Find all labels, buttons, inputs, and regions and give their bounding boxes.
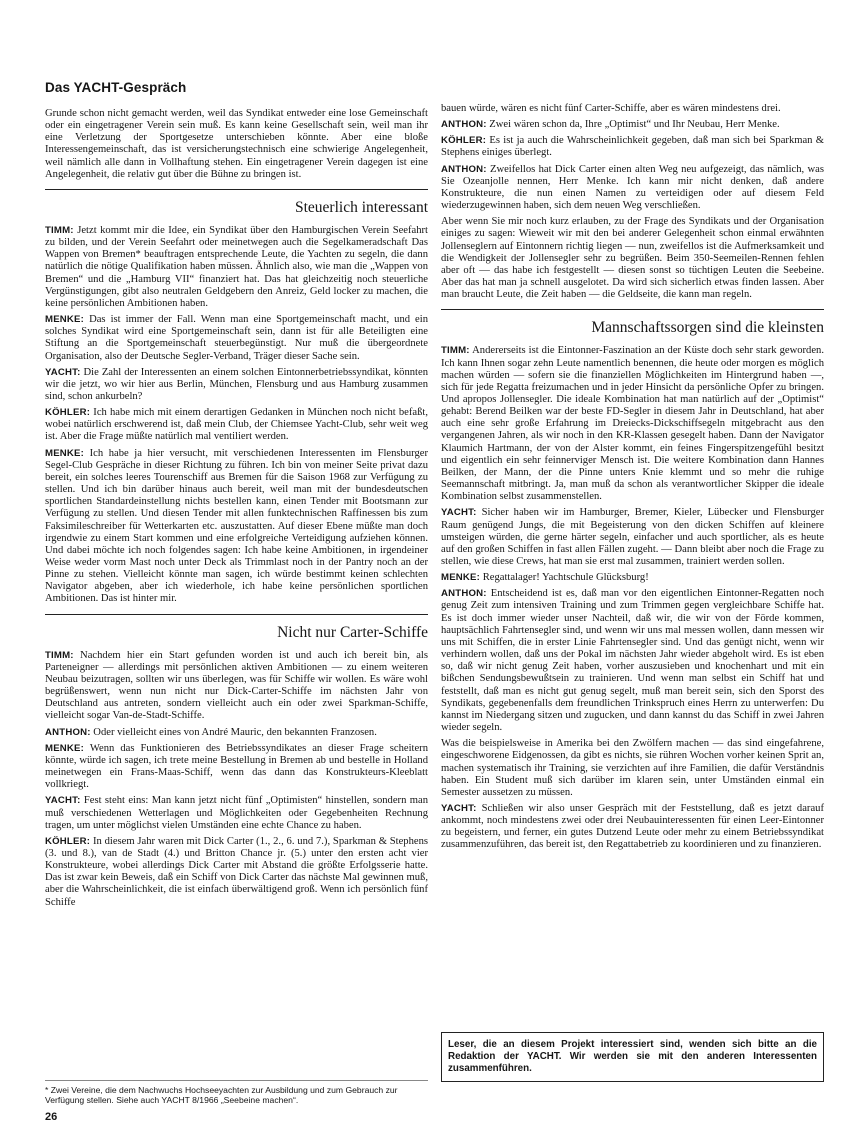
footnote: * Zwei Vereine, die dem Nachwuchs Hochseeyachten zur Ausbildung und zum Gebrauch zur Verfügung stellen. Siehe auch YACHT 8/1966 „Seebeine machen“.: [45, 1080, 428, 1106]
speech-text: Oder vielleicht eines von André Mauric, den bekannten Franzosen.: [93, 726, 377, 738]
speech-text: Es ist ja auch die Wahrscheinlichkeit gegeben, daß man sich bei Sparkman & Stephens einiges überlegt.: [441, 135, 825, 159]
section-heading-mannschaft: Mannschaftssorgen sind die kleinsten: [441, 309, 824, 337]
dialogue-paragraph: [441, 119, 824, 131]
speaker-name: TIMM:: [441, 345, 470, 357]
section-heading-steuerlich: Steuerlich interessant: [45, 189, 428, 217]
dialogue-paragraph: [441, 738, 824, 799]
speech-text: Jetzt kommt mir die Idee, ein Syndikat über den Hamburgischen Verein Seefahrt zu bilden, und der Verein Seefahrt oder meinetwegen auch die Segelkameradschaft Das Wappen von Bremen* beauftragen entsprechende Leute, die Yachten zu segeln, die dann natürlich die nötige Qualifikation haben müssen. Ähnlich also, wie man die „Wappen von Bremen“ und die „Hamburg VII“ finanziert hat. Das hat gleichzeitig noch steuerliche Vergünstigungen, gibt also neutralen Geldgebern den Anreiz, Geld locker zu machen, die keine persönlichen Ambitionen haben.: [45, 224, 428, 309]
speech-text: Entscheidend ist es, daß man vor den eigentlichen Eintonner-Regatten noch genug Zeit zum intensiven Training und zum Trimmen gegen vergleichbare Schiffe hat. Es ist doch immer wieder unser Nachteil, daß wir, die wir von der Förde kommen, hauptsächlich Fahrtensegler sind, und wenn wir uns mal messen wollen, dann messen wir uns mit Schiffen, die in erster Linie Fahrtensegler sind. Und das genügt nicht, wenn wir verhindern wollen, daß uns der Pokal im nächsten Jahr wieder abgeholt wird. Es ist eben so, daß wir nicht genug Zeit haben, vorher auszusieben und knochenhart und mit ein bißchen Sendungsbewußtsein zu trainieren. Und wenn man selbst ein Schiff hat und feststellt, daß man es nicht gut genug segelt, muß man bereit sein, sich den Sporst des Syndikats, gegebenenfalls dem freundlichen Trinkspruch eines Herrn zu unterwerfen: Du kannst im Niedergang sitzen und zugucken, und dann kannst du das Schiff in zwei Jahren wieder segeln.: [441, 588, 824, 734]
speaker-name: ANTHON:: [441, 119, 487, 131]
speech-text: Ich habe ja hier versucht, mit verschiedenen Interessenten im Flensburger Segel-Club Gespräche in dieser Richtung zu führen. Ich bin von meiner Seite privat dazu bereit, ein solches leeres Tourenschiff aus Bremen für die Saison 1968 zur Verfügung zu stellen. Und ich bin darüber hinaus auch bereit, weil man mit der bundesdeutschen sportlichen Standardeinstellung nichts bestellen kann, einen Tender mit Bootsmann zur Verfügung zu stellen. Und diesen Tender mit allen funktechnischen Raffinessen bis zum Faksimileschreiber für Wetterkarten etc. auszustatten. Auf dieser Ebene müßte man doch irgendwie zu einem Start kommen und eine erfolgreiche Verteidigung aufziehen können. Und dabei möchte ich noch folgendes sagen: Ich habe keine Ambitionen, in irgendeiner Weise weder vorm Mast noch unter Deck als Trimmlast noch in der Pantry noch an der Pinne zu stehen. Vielleicht könnte man sagen, ich würde bestimmt keinen schlechten Navigator abgeben, aber ich wiederhole, ich habe keine persönlichen sportlichen Ambitionen. Das ist hinter mir.: [45, 447, 428, 605]
section-mannschaft: [441, 345, 824, 851]
speaker-name: YACHT:: [441, 802, 477, 814]
dialogue-paragraph: [45, 448, 428, 606]
dialogue-paragraph: [45, 407, 428, 443]
speech-text: Andererseits ist die Eintonner-Faszination an der Küste doch sehr stark geworden. Ich kann Ihnen sogar zehn Leute namentlich benennen, die heute oder morgen es möglich machen würden — sofern sie die finanziellen Möglichkeiten im Hintergrund haben —, sich für jede Regatta freizumachen und in jeder Hinsicht da persönliche Opfer zu bringen. Und apropos Jollensegler. Die ideale Kombination hat man natürlich auf der „Optimist“ gehabt: Berend Beilken war der beste FD-Segler in diesem Jahr in Deutschland, hat aber auch eine sehr große Erfahrung im Dreiecks-Dickschiffsegeln mitgebracht aus den vergangenen Jahren, als wir noch in den KR-Klassen gesegelt haben. Dann der Navigator Klaumich Hartmann, der von der Alster kommt, ein feines Fingerspitzengefühl besitzt und eigentlich ein sehr feinnerviger Mensch ist. Die weitere Kombination dann Hannes Beilken, der Mann, der die Pinne unters Knie klemmt und so mehr die ruhige Seemannschaft mitbringt. Ja, man muß da schon als verantwortlicher Skipper die ideale Kombination selbst zusammenstellen.: [441, 345, 824, 503]
continuation-paragraph: bauen würde, wären es nicht fünf Carter-Schiffe, aber es wären mindestens drei.: [441, 103, 781, 114]
reader-notice-box: Leser, die an diesem Projekt interessiert sind, wenden sich bitte an die Redaktion der YACHT. Wir werden sie mit den anderen Interessenten zusammenführen.: [441, 1032, 824, 1082]
intro-paragraph: Grunde schon nicht gemacht werden, weil das Syndikat entweder eine lose Gemeinschaft oder ein eingetragener Verein sein muß. Es kann keine Gesellschaft sein, weil man ihr eine Verletzung der Sportgesetze unterschieben könnte. Aber eine bloße Interessengemeinschaft, das ist versicherungstechnisch eine schwierige Angelegenheit, weil nämlich alle dann in Vollhaftung stehen. Ein eingetragener Verein dagegen ist eine Angelegenheit, die relativ gut über die Bühne zu bringen ist.: [45, 108, 428, 180]
dialogue-paragraph: [45, 727, 428, 739]
speech-text: Regattalager! Yachtschule Glücksburg!: [482, 572, 649, 584]
speech-text: Die Zahl der Interessenten an einem solchen Eintonnerbetriebssyndikat, könnten wir die jetzt, wo wir hier aus Berlin, München, Flensburg und aus Hamburg zusammen sind, schon ankurbeln?: [45, 366, 428, 402]
speech-text: Ich habe mich mit einem derartigen Gedanken in München noch nicht befaßt, wobei natürlich erschwerend ist, daß mein Club, der Chiemsee Yacht-Club, sehr weit weg ist. Aber die Frage müßte natürlich mal ventiliert werden.: [45, 407, 428, 443]
left-column: [45, 108, 428, 913]
speech-text: Zweifellos hat Dick Carter einen alten Weg neu aufgezeigt, das nämlich, was Sie Ozeanjolle nennen, Herr Menke. Ich kann mir nicht denken, daß andere Konstrukteure, die nun einen Namen zu verteidigen oder auf diesem Feld wiederzugewinnen haben, sich dem neuen Weg verschließen.: [441, 163, 824, 212]
speaker-name: MENKE:: [45, 447, 85, 459]
speaker-name: MENKE:: [45, 314, 85, 326]
speaker-name: MENKE:: [45, 742, 85, 754]
speaker-name: MENKE:: [441, 572, 481, 584]
dialogue-paragraph: [45, 367, 428, 403]
speech-text: Aber wenn Sie mir noch kurz erlauben, zu der Frage des Syndikats und der Organisation einiges zu sagen: Wieweit wir mit den bei anderer Gelegenheit schon einmal erwähnten Jollenseglern auf Eintonnern richtig liegen — nun, zweifellos ist die Aufmerksamkeit und die Wendigkeit der Jollensegler sehr zu begrüßen. Beim 350-Seemeilen-Rennen fehlen aber oft — das habe ich festgestellt — diesen sonst so tüchtigen Leuten die Seebeine. Aber das hat man ja schnell ausgelotet. Da wird sich sicherlich etwas finden lassen. Aber man braucht Leute, die Zeit haben — die Geldseite, die kann man regeln.: [441, 216, 824, 301]
speaker-name: ANTHON:: [441, 588, 487, 600]
speaker-name: KÖHLER:: [45, 407, 91, 419]
dialogue-paragraph: [441, 345, 824, 503]
speaker-name: TIMM:: [45, 224, 74, 236]
speech-text: Nachdem hier ein Start gefunden worden ist und auch ich bereit bin, als Parteneigner — allerdings mit persönlichen aktiven Ambitionen — zu einem weiteren Neubau beizutragen, sollten wir uns überlegen, was für Schiffe wir wollen. Es wäre wohl begrüßenswert, wenn nun nicht nur Dick-Carter-Schiffe im nächsten Jahr von Deutschland aus antreten, sondern vielleicht auch ein oder zwei Sparkman-Schiffe, vielleicht sogar Van-de-Stadt-Schiffe.: [45, 649, 428, 722]
dialogue-paragraph: [441, 135, 824, 159]
speaker-name: YACHT:: [45, 366, 81, 378]
speaker-name: YACHT:: [441, 507, 477, 519]
dialogue-paragraph: [441, 507, 824, 568]
dialogue-paragraph: [45, 225, 428, 310]
dialogue-paragraph: [441, 588, 824, 734]
speech-text: Das ist immer der Fall. Wenn man eine Sportgemeinschaft macht, und ein solches Syndikat wird eine Sportgemeinschaft sein, dann ist für alle Beteiligten eine Stiftung an die Sportgemeinschaft steuerbegünstigt. Nur muß die übergeordnete Organisation, also der Deutsche Segler-Verband, Träger dieser Sache sein.: [45, 314, 428, 362]
speech-text: Was die beispielsweise in Amerika bei den Zwölfern machen — das sind eingefahrene, eingeschworene Eidgenossen, da gibt es nichts, sie rühren Wochen vorher keinen Sprit an, machen systematisch ihr Training, sie verzichten auf ihre Familien, die dafür Verständnis haben. Ein Student muß sich darüber im klaren sein, unter Umständen einmal ein Semester aussetzen zu müssen.: [441, 738, 824, 798]
speech-text: In diesem Jahr waren mit Dick Carter (1., 2., 6. und 7.), Sparkman & Stephens (3. und 8.), van de Stadt (4.) und Britton Chance jr. (5.) unter den ersten acht vier Konstrukteure, wobei allerdings Dick Carter mit Abstand die größte Erfolgsserie hatte. Das ist zwar kein Beweis, daß ein Schiff von Dick Carter das nächste Mal gewinnen muß, aber die Wahrscheinlichkeit, die ist einfach überwältigend groß. Wenn ich persönlich fünf Schiffe: [45, 835, 429, 908]
speaker-name: ANTHON:: [441, 163, 487, 175]
section-steuerlich: [45, 225, 428, 606]
section-continued: [441, 119, 824, 301]
dialogue-paragraph: [45, 795, 428, 831]
dialogue-paragraph: [45, 650, 428, 723]
speaker-name: KÖHLER:: [441, 135, 487, 147]
page-number: 26: [45, 1111, 58, 1123]
dialogue-paragraph: [441, 803, 824, 852]
dialogue-paragraph: [45, 743, 428, 792]
speaker-name: KÖHLER:: [45, 835, 91, 847]
dialogue-paragraph: [441, 572, 824, 584]
speech-text: Fest steht eins: Man kann jetzt nicht fünf „Optimisten“ hinstellen, sondern man muß verschiedenen Wetterlagen und Möglichkeiten oder Gegebenheiten Rechnung tragen, um unter möglichst vielen Umständen eine echte Chance zu haben.: [45, 795, 428, 831]
running-head: Das YACHT-Gespräch: [45, 80, 187, 95]
speech-text: Wenn das Funktionieren des Betriebssyndikates an dieser Frage scheitern könnte, würde ich sagen, ich trete meine Bestellung in Bremen ab und bestelle in Holland meinetwegen ein Frans-Maas-Schiff, wenn das dann das Konstrukteurs-Kleeblatt vollkriegt.: [45, 742, 428, 791]
speech-text: Zwei wären schon da, Ihre „Optimist“ und Ihr Neubau, Herr Menke.: [489, 119, 780, 131]
speaker-name: YACHT:: [45, 795, 81, 807]
right-column: [441, 103, 824, 856]
speech-text: Sicher haben wir im Hamburger, Bremer, Kieler, Lübecker und Flensburger Raum genügend Jungs, die mit Begeisterung von den dicken Schiffen auf kleinere umsteigen würden, die gerne härter segeln, einfacher und auch sportlicher, als es heute auf den großen Schiffen in fast allen Fällen zugeht. — Dann bleibt aber noch die Frage zu stellen, wie diese Crews, hat man sie erst mal zusammen, trainiert werden sollen.: [441, 507, 824, 567]
dialogue-paragraph: [441, 164, 824, 213]
speaker-name: TIMM:: [45, 649, 74, 661]
speaker-name: ANTHON:: [45, 726, 91, 738]
dialogue-paragraph: [45, 836, 428, 909]
section-carter: [45, 650, 428, 909]
dialogue-paragraph: [441, 216, 824, 301]
dialogue-paragraph: [45, 314, 428, 363]
section-heading-carter: Nicht nur Carter-Schiffe: [45, 614, 428, 642]
speech-text: Schließen wir also unser Gespräch mit der Feststellung, daß es jetzt darauf ankommt, noch mindestens zwei oder drei Neubauinteressenten für einen Leer-Eintonner zu begeistern, und ferner, ein gutes Dutzend Leute oder mehr zu einem Betriebssyndikat zusammenzuführen, das bereit ist, den Regattabetrieb zu koordinieren und zu finanzieren.: [441, 802, 824, 851]
